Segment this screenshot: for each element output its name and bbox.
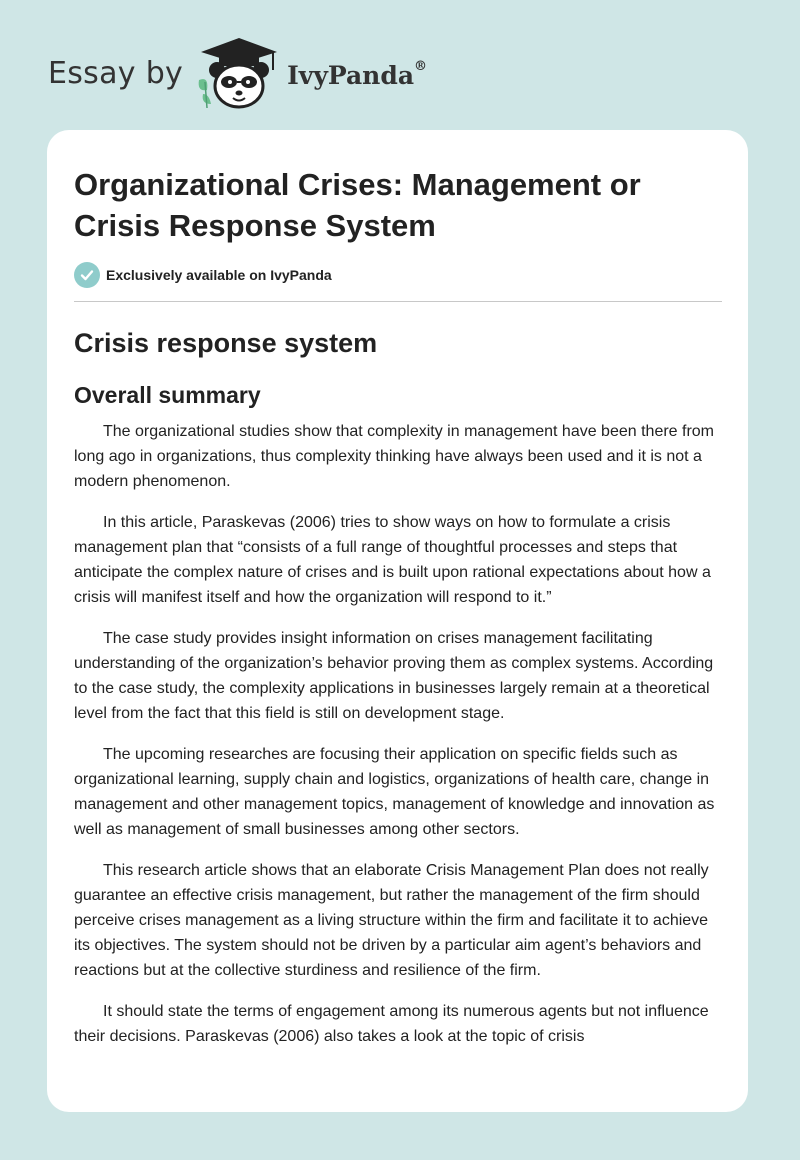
exclusive-badge [74,262,722,288]
section-heading: Crisis response system [74,328,378,358]
paragraph: In this article, Paraskevas (2006) tries to show ways on how to formulate a crisis management plan that “consists of a full range of thoughtful processes and steps that anticipate the complex nature of crises and is built upon rational expectations about how a crisis will manifest itself and how the organization will respond to it.” [74,514,711,606]
brand-name: IvyPanda® [287,59,428,90]
paragraph: The upcoming researches are focusing their application on specific fields such as organizational learning, supply chain and logistics, organizations of health care, change in management and other management topics, management of knowledge and innovation as well as management of small businesses among other sectors. [74,746,715,838]
subsection-heading: Overall summary [74,382,261,408]
panda-logo-icon [193,36,285,110]
paragraph: The case study provides insight information on crises management facilitating understanding of the organization’s behavior proving them as complex systems. According to the case study, the complexity applications in businesses largely remain at a theoretical level from the fact that this field is still on development stage. [74,630,714,722]
checkmark-icon [74,262,100,288]
paragraph: The organizational studies show that complexity in management have been there from long ago in organizations, thus complexity thinking have always been used and it is not a modern phenomenon. [74,423,715,490]
essay-card [47,130,748,1112]
divider [74,301,722,302]
brand-prefix: Essay by [48,55,184,91]
essay-title: Organizational Crises: Management or Crisis Response System [74,167,641,243]
brand-header [48,36,427,110]
paragraph: It should state the terms of engagement among its numerous agents but not influence their decisions. Paraskevas (2006) also takes a look at the topic of crisis [74,1003,709,1045]
exclusive-label: Exclusively available on IvyPanda [106,267,332,283]
paragraph: This research article shows that an elaborate Crisis Management Plan does not really guarantee an effective crisis management, but rather the management of the firm should perceive crises management as a living structure within the firm and facilitate it to achieve its objectives. The system should not be driven by a particular aim agent’s behaviors and reactions but at the collective sturdiness and resilience of the firm. [74,862,709,979]
